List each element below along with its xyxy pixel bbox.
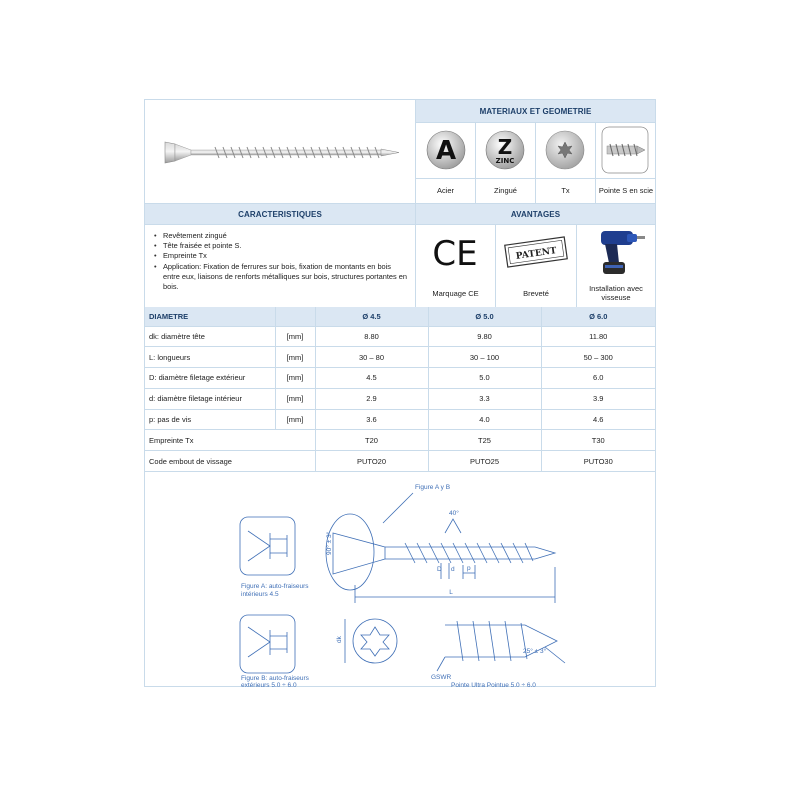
dim-L-line [355, 567, 555, 603]
material-label-acier: Acier [436, 186, 455, 196]
screw-photo [145, 100, 415, 203]
tip-angle-leader [545, 647, 565, 663]
list-item: • Application: Fixation de ferrures sur bois, fixation de montants en bois entre eux, liaisons de renforts métalliques sur bois, structures portantes en bois. [153, 262, 409, 293]
cell: T30 [541, 430, 655, 451]
cell: 4.6 [541, 409, 655, 430]
material-label-pointe: Pointe S en scie [598, 186, 654, 196]
material-label-zingue: Zingué [494, 186, 517, 196]
dim-dk-label: dk [336, 636, 343, 643]
row-label: L: longueurs [145, 347, 275, 368]
figure-b-caption-2: extérieurs 5.0 ÷ 6.0 [241, 682, 297, 687]
cell: 50 – 300 [541, 347, 655, 368]
row-unit: [mm] [275, 388, 315, 409]
tip-caption: Pointe Ultra Pointue 5.0 ÷ 6.0 [451, 682, 536, 687]
ce-mark-text: CE [432, 234, 478, 274]
dim-d-label: d [451, 566, 455, 573]
table-row [145, 326, 655, 347]
row-unit: [mm] [275, 409, 315, 430]
col-header-diametre: DIAMETRE [145, 307, 275, 326]
tip-detail-threads [457, 621, 527, 661]
dim-L-label: L [449, 589, 453, 596]
table-row [145, 347, 655, 368]
table-row [145, 430, 655, 451]
angle-40-marker [445, 519, 461, 533]
list-item: • Tête fraisée et pointe S. [153, 241, 409, 251]
table-row [145, 388, 655, 409]
figure-a-caption-2: intérieurs 4.5 [241, 591, 279, 598]
product-sheet [144, 99, 656, 687]
materials-header: MATERIAUX ET GEOMETRIE [416, 100, 655, 122]
cell: PUTO30 [541, 451, 655, 472]
cell: 9.80 [428, 326, 541, 347]
zinc-letter: Z [497, 135, 513, 159]
col-header-6-0: Ø 6.0 [541, 307, 655, 326]
advantage-label-ce: Marquage CE [432, 289, 479, 299]
cell: 30 – 100 [428, 347, 541, 368]
cell: 3.3 [428, 388, 541, 409]
cell: 11.80 [541, 326, 655, 347]
figure-ab-label: Figure A y B [415, 484, 451, 491]
row-label: D: diamètre filetage extérieur [145, 368, 275, 389]
angle-40-label: 40° [449, 510, 459, 517]
row-label: Empreinte Tx [145, 430, 315, 451]
table-row [145, 451, 655, 472]
ce-mark-icon [427, 230, 483, 274]
screw-image [145, 100, 415, 203]
table-row [145, 409, 655, 430]
row-unit: [mm] [275, 326, 315, 347]
dim-D-label: D [437, 566, 442, 573]
cell: 4.5 [315, 368, 428, 389]
cell: 30 – 80 [315, 347, 428, 368]
technical-drawing [145, 475, 655, 687]
cell: 2.9 [315, 388, 428, 409]
screw-threads [405, 543, 533, 563]
row-label: dk: diamètre tête [145, 326, 275, 347]
cell: 8.80 [315, 326, 428, 347]
row-unit: [mm] [275, 368, 315, 389]
figure-b-caption-1: Figure B: auto-fraiseurs [241, 675, 309, 682]
figure-b-profile [248, 627, 287, 657]
zinc-z-icon [484, 127, 526, 173]
steel-a-icon [425, 127, 467, 173]
cell: 6.0 [541, 368, 655, 389]
col-header-5-0: Ø 5.0 [428, 307, 541, 326]
tip-angle-label: 25° ± 3° [523, 648, 547, 655]
torx-recess [361, 627, 389, 656]
material-label-tx: Tx [561, 186, 570, 196]
spec-table [145, 307, 655, 472]
cell: 3.6 [315, 409, 428, 430]
patent-stamp-icon [501, 234, 571, 270]
cell: PUTO25 [428, 451, 541, 472]
table-header-row [145, 307, 655, 326]
list-item: • Empreinte Tx [153, 251, 409, 261]
row-label: Code embout de vissage [145, 451, 315, 472]
angle-head-label: 90° ± 3° [326, 531, 333, 555]
steel-letter: A [435, 136, 457, 166]
row-label: p: pas de vis [145, 409, 275, 430]
gswr-leader [437, 657, 445, 671]
figure-a-caption-1: Figure A: auto-fraiseurs [241, 583, 309, 590]
drill-icon [587, 227, 647, 279]
screw-head-profile [333, 533, 385, 574]
cell: 3.9 [541, 388, 655, 409]
table-row [145, 368, 655, 389]
characteristics-header: CARACTERISTIQUES [145, 204, 415, 224]
patent-text: PATENT [515, 246, 558, 262]
screw-tip [535, 547, 555, 559]
cell: 4.0 [428, 409, 541, 430]
col-header-unit [275, 307, 315, 326]
cell: T25 [428, 430, 541, 451]
advantages-header: AVANTAGES [416, 204, 655, 224]
zinc-sub: ZINC [495, 157, 515, 165]
list-item: • Revêtement zingué [153, 231, 409, 241]
row-unit: [mm] [275, 347, 315, 368]
dim-p-label: p [467, 565, 471, 572]
torx-drive-icon [544, 127, 586, 173]
advantage-label-drill: Installation avec visseuse [589, 283, 643, 302]
col-header-4-5: Ø 4.5 [315, 307, 428, 326]
saw-point-icon [601, 126, 649, 174]
advantage-label-patent: Breveté [523, 289, 549, 299]
characteristics-list [153, 231, 409, 292]
figure-ab-leader [383, 493, 413, 523]
gswr-label: GSWR [431, 674, 452, 681]
cell: 5.0 [428, 368, 541, 389]
cell: T20 [315, 430, 428, 451]
figure-a-profile [248, 531, 287, 561]
row-label: d: diamètre filetage intérieur [145, 388, 275, 409]
cell: PUTO20 [315, 451, 428, 472]
